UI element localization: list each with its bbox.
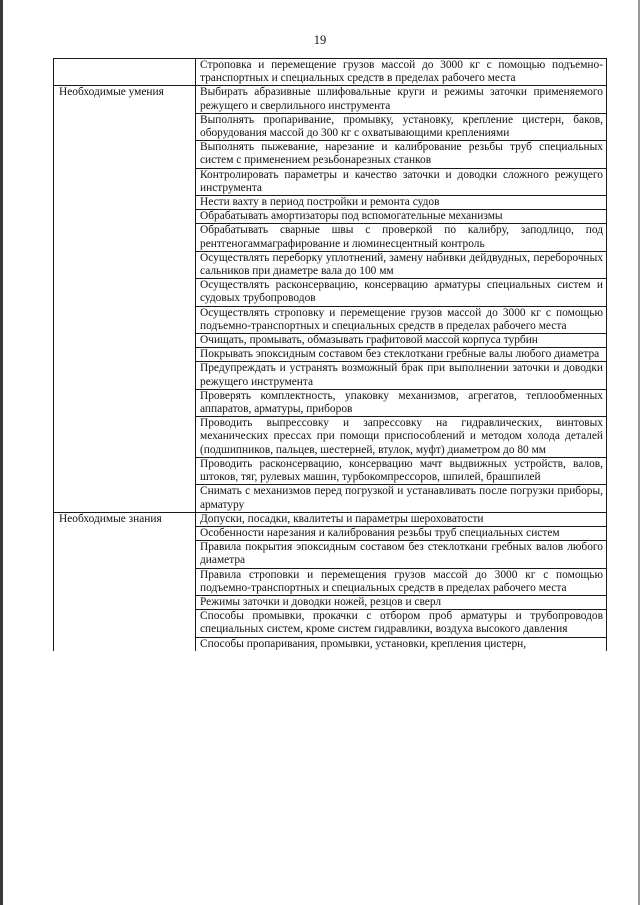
item-cell: Снимать с механизмов перед погрузкой и устанавливать после погрузки приборы, арматуру xyxy=(196,485,607,512)
item-cell: Очищать, промывать, обмазывать графитовой массой корпуса турбин xyxy=(196,334,607,348)
table-row xyxy=(54,86,607,113)
table-row xyxy=(54,568,607,595)
page-number: 19 xyxy=(313,33,327,47)
table-row xyxy=(54,306,607,333)
item-cell: Осуществлять строповку и перемещение грузов массой до 3000 кг с помощью подъемно-транспортных и специальных средств в пределах рабочего места xyxy=(196,306,607,333)
table-row xyxy=(54,168,607,195)
table-row xyxy=(54,610,607,637)
item-cell: Способы промывки, прокачки с отбором проб арматуры и трубопроводов специальных систем, кроме систем гидравлики, воздуха высокого давления xyxy=(196,610,607,637)
table-row xyxy=(54,141,607,168)
item-cell: Выполнять пыжевание, нарезание и калибрование резьбы труб специальных систем с применением резьбонарезных станков xyxy=(196,141,607,168)
item-cell: Особенности нарезания и калибрования резьбы труб специальных систем xyxy=(196,526,607,540)
item-cell: Контролировать параметры и качество заточки и доводки сложного режущего инструмента xyxy=(196,168,607,195)
item-cell: Выполнять пропаривание, промывку, установку, крепление цистерн, баков, оборудования массой до 300 кг с охватывающими креплениями xyxy=(196,113,607,140)
table-row xyxy=(54,348,607,362)
table-row xyxy=(54,251,607,278)
item-cell: Режимы заточки и доводки ножей, резцов и сверл xyxy=(196,595,607,609)
table-row xyxy=(54,485,607,512)
item-cell: Осуществлять переборку уплотнений, замену набивки дейдвудных, переборочных сальников при диаметре вала до 100 мм xyxy=(196,251,607,278)
category-cell-continued xyxy=(54,526,196,540)
category-cell-continued xyxy=(54,306,196,333)
category-cell-continued xyxy=(54,417,196,458)
requirements-table xyxy=(53,58,607,651)
table-row xyxy=(54,210,607,224)
category-cell-continued xyxy=(54,595,196,609)
table-row xyxy=(54,362,607,389)
category-cell-continued xyxy=(54,141,196,168)
item-cell: Правила покрытия эпоксидным составом без стеклоткани гребных валов любого диаметра xyxy=(196,541,607,568)
category-cell-continued xyxy=(54,224,196,251)
item-cell: Обрабатывать амортизаторы под вспомогательные механизмы xyxy=(196,210,607,224)
item-cell: Строповка и перемещение грузов массой до 3000 кг с помощью подъемно-транспортных и специальных средств в пределах рабочего места xyxy=(196,59,607,86)
requirements-table-body xyxy=(54,59,607,651)
table-row xyxy=(54,595,607,609)
item-cell: Обрабатывать сварные швы с проверкой по калибру, заподлицо, под рентгеногаммаграфирование и люминесцентный контроль xyxy=(196,224,607,251)
category-cell-continued xyxy=(54,334,196,348)
item-cell: Выбирать абразивные шлифовальные круги и режимы заточки применяемого режущего и сверлильного инструмента xyxy=(196,86,607,113)
category-cell-continued xyxy=(54,210,196,224)
category-cell-continued xyxy=(54,610,196,637)
category-cell-continued xyxy=(54,113,196,140)
table-row xyxy=(54,541,607,568)
item-cell: Предупреждать и устранять возможный брак при выполнении заточки и доводки режущего инструмента xyxy=(196,362,607,389)
scan-edge-left xyxy=(0,0,3,905)
table-row xyxy=(54,526,607,540)
item-cell: Способы пропаривания, промывки, установки, крепления цистерн, xyxy=(196,637,607,651)
category-cell-continued xyxy=(54,279,196,306)
category-cell-continued xyxy=(54,637,196,651)
category-cell-continued xyxy=(54,389,196,416)
category-cell-continued xyxy=(54,348,196,362)
item-cell: Проверять комплектность, упаковку механизмов, агрегатов, теплообменных аппаратов, арматуры, приборов xyxy=(196,389,607,416)
table-row xyxy=(54,59,607,86)
category-cell-continued xyxy=(54,196,196,210)
item-cell: Проводить расконсервацию, консервацию мачт выдвижных устройств, валов, штоков, тяг, рулевых машин, турбокомпрессоров, шпилей, брашпилей xyxy=(196,457,607,484)
category-cell-continued xyxy=(54,251,196,278)
table-row xyxy=(54,113,607,140)
table-row xyxy=(54,224,607,251)
table-row xyxy=(54,389,607,416)
item-cell: Допуски, посадки, квалитеты и параметры шероховатости xyxy=(196,512,607,526)
category-cell-continued xyxy=(54,568,196,595)
item-cell: Покрывать эпоксидным составом без стеклоткани гребные валы любого диаметра xyxy=(196,348,607,362)
table-row xyxy=(54,512,607,526)
table-row xyxy=(54,334,607,348)
category-cell-continued xyxy=(54,168,196,195)
category-cell: Необходимые умения xyxy=(54,86,196,113)
category-cell-continued xyxy=(54,485,196,512)
table-row xyxy=(54,417,607,458)
category-cell-continued xyxy=(54,362,196,389)
category-cell: Необходимые знания xyxy=(54,512,196,526)
item-cell: Нести вахту в период постройки и ремонта судов xyxy=(196,196,607,210)
category-cell-continued xyxy=(54,541,196,568)
table-row xyxy=(54,196,607,210)
table-row xyxy=(54,637,607,651)
item-cell: Осуществлять расконсервацию, консервацию арматуры специальных систем и судовых трубопроводов xyxy=(196,279,607,306)
item-cell: Проводить выпрессовку и запрессовку на гидравлических, винтовых механических прессах при помощи приспособлений и методом холода деталей (подшипников, пальцев, шестерней, втулок, муфт) диаметром до 80 мм xyxy=(196,417,607,458)
item-cell: Правила строповки и перемещения грузов массой до 3000 кг с помощью подъемно-транспортных и специальных средств в пределах рабочего места xyxy=(196,568,607,595)
table-row xyxy=(54,457,607,484)
table-row xyxy=(54,279,607,306)
category-cell xyxy=(54,59,196,86)
category-cell-continued xyxy=(54,457,196,484)
